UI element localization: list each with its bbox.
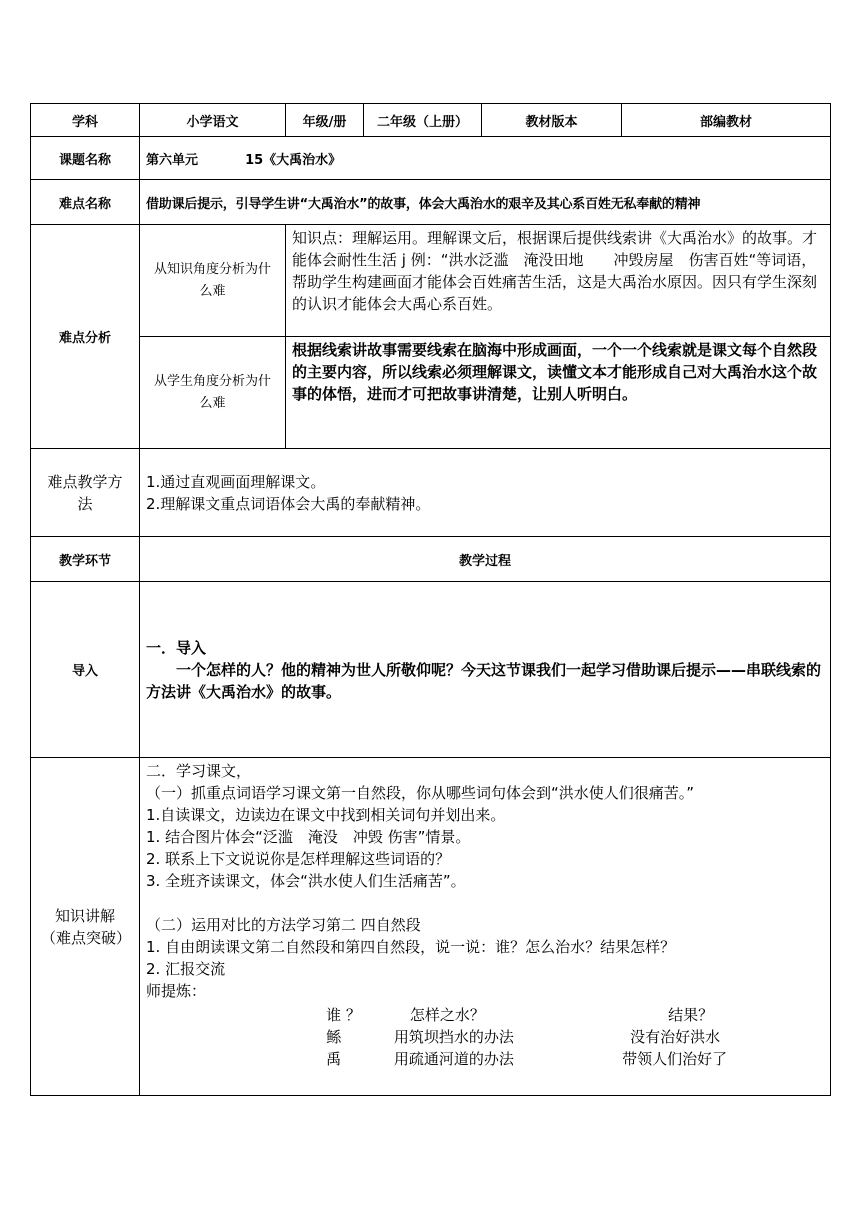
analysis-knowledge-row <box>31 225 831 337</box>
student-angle-label: 从学生角度分析为什么难 <box>140 337 286 449</box>
part2-line: 2. 汇报交流 <box>146 960 226 978</box>
comparison-row <box>146 1026 824 1048</box>
comparison-cell: 带领人们治好了 <box>622 1050 728 1068</box>
part2-line: 师提炼： <box>146 982 207 1000</box>
knowledge-line: 1. 结合图片体会“泛滥 淹没 冲毁 伤害”情景。 <box>146 828 471 846</box>
topic-row <box>31 137 831 180</box>
method-item: 2.理解课文重点词语体会大禹的奉献精神。 <box>146 494 431 513</box>
comparison-cell: 用疏通河道的办法 <box>393 1050 514 1068</box>
difficulty-name-label: 难点名称 <box>31 180 140 225</box>
comparison-header-row <box>146 1004 824 1026</box>
knowledge-content <box>140 758 831 1096</box>
difficulty-name-text: 借助课后提示，引导学生讲“大禹治水”的故事，体会大禹治水的艰辛及其心系百姓无私奉献的精神 <box>140 180 831 225</box>
knowledge-label: 知识讲解（难点突破） <box>31 758 140 1096</box>
method-content <box>140 449 831 537</box>
knowledge-line: 3. 全班齐读课文，体会“洪水使人们生活痛苦”。 <box>146 872 466 890</box>
grade-label: 年级/册 <box>286 104 364 137</box>
comparison-row <box>146 1048 824 1070</box>
subject-label: 学科 <box>31 104 140 137</box>
comparison-header: 结果？ <box>668 1006 714 1024</box>
intro-heading: 一．导入 <box>146 638 207 657</box>
blank-line <box>146 892 824 914</box>
knowledge-line: 1.自读课文，边读边在课文中找到相关词句并划出来。 <box>146 806 506 824</box>
part2-heading: （二）运用对比的方法学习第二 四自然段 <box>146 916 421 934</box>
edition-value: 部编教材 <box>622 104 831 137</box>
topic-value <box>140 137 831 180</box>
method-row <box>31 449 831 537</box>
analysis-label: 难点分析 <box>31 225 140 449</box>
comparison-header: 谁 ？ <box>326 1006 361 1024</box>
process-label: 教学过程 <box>140 537 831 582</box>
comparison-cell: 用筑坝挡水的办法 <box>393 1028 514 1046</box>
knowledge-row <box>31 758 831 1096</box>
intro-text: 一个怎样的人？他的精神为世人所敬仰呢？今天这节课我们一起学习借助课后提示——串联线索的方法讲《大禹治水》的故事。 <box>146 660 822 701</box>
knowledge-angle-label: 从知识角度分析为什么难 <box>140 225 286 337</box>
comparison-header: 怎样之水？ <box>409 1006 485 1024</box>
grade-value: 二年级（上册） <box>364 104 482 137</box>
subject-value: 小学语文 <box>140 104 286 137</box>
knowledge-angle-text: 知识点：理解运用。理解课文后，根据课后提供线索讲《大禹治水》的故事。才能体会耐性生活 j 例：“洪水泛滥 淹没田地 冲毁房屋 伤害百姓“等词语，帮助学生构建画面才能体会百姓痛苦生活，这是大禹治水原因。因只有学生深刻的认识才能体会大禹心系百姓。 <box>286 225 831 337</box>
method-label: 难点教学方法 <box>31 449 140 537</box>
student-angle-text: 根据线索讲故事需要线索在脑海中形成画面，一个一个线索就是课文每个自然段的主要内容，所以线索必须理解课文，读懂文本才能形成自己对大禹治水这个故事的体悟，进而才可把故事讲清楚，让别人听明白。 <box>286 337 831 449</box>
knowledge-line: 2. 联系上下文说说你是怎样理解这些词语的？ <box>146 850 451 868</box>
step-label: 教学环节 <box>31 537 140 582</box>
intro-row <box>31 582 831 758</box>
topic-label: 课题名称 <box>31 137 140 180</box>
section-header-row <box>31 537 831 582</box>
header-row <box>31 104 831 137</box>
part2-line: 1. 自由朗读课文第二自然段和第四自然段，说一说：谁？怎么治水？结果怎样？ <box>146 938 676 956</box>
analysis-student-row <box>31 337 831 449</box>
difficulty-name-row <box>31 180 831 225</box>
knowledge-line: 二．学习课文， <box>146 762 252 780</box>
comparison-cell: 鲧 <box>326 1028 342 1046</box>
topic-lesson: 15《大禹治水》 <box>245 152 342 168</box>
comparison-cell: 禹 <box>326 1050 342 1068</box>
comparison-table <box>146 1004 824 1070</box>
topic-unit: 第六单元 <box>146 152 199 168</box>
intro-content <box>140 582 831 758</box>
comparison-cell: 没有治好洪水 <box>630 1028 721 1046</box>
lesson-plan-table <box>30 103 831 1096</box>
intro-label: 导入 <box>31 582 140 758</box>
edition-label: 教材版本 <box>482 104 622 137</box>
knowledge-line: （一）抓重点词语学习课文第一自然段，你从哪些词句体会到“洪水使人们很痛苦。” <box>146 784 695 802</box>
method-item: 1.通过直观画面理解课文。 <box>146 472 326 491</box>
